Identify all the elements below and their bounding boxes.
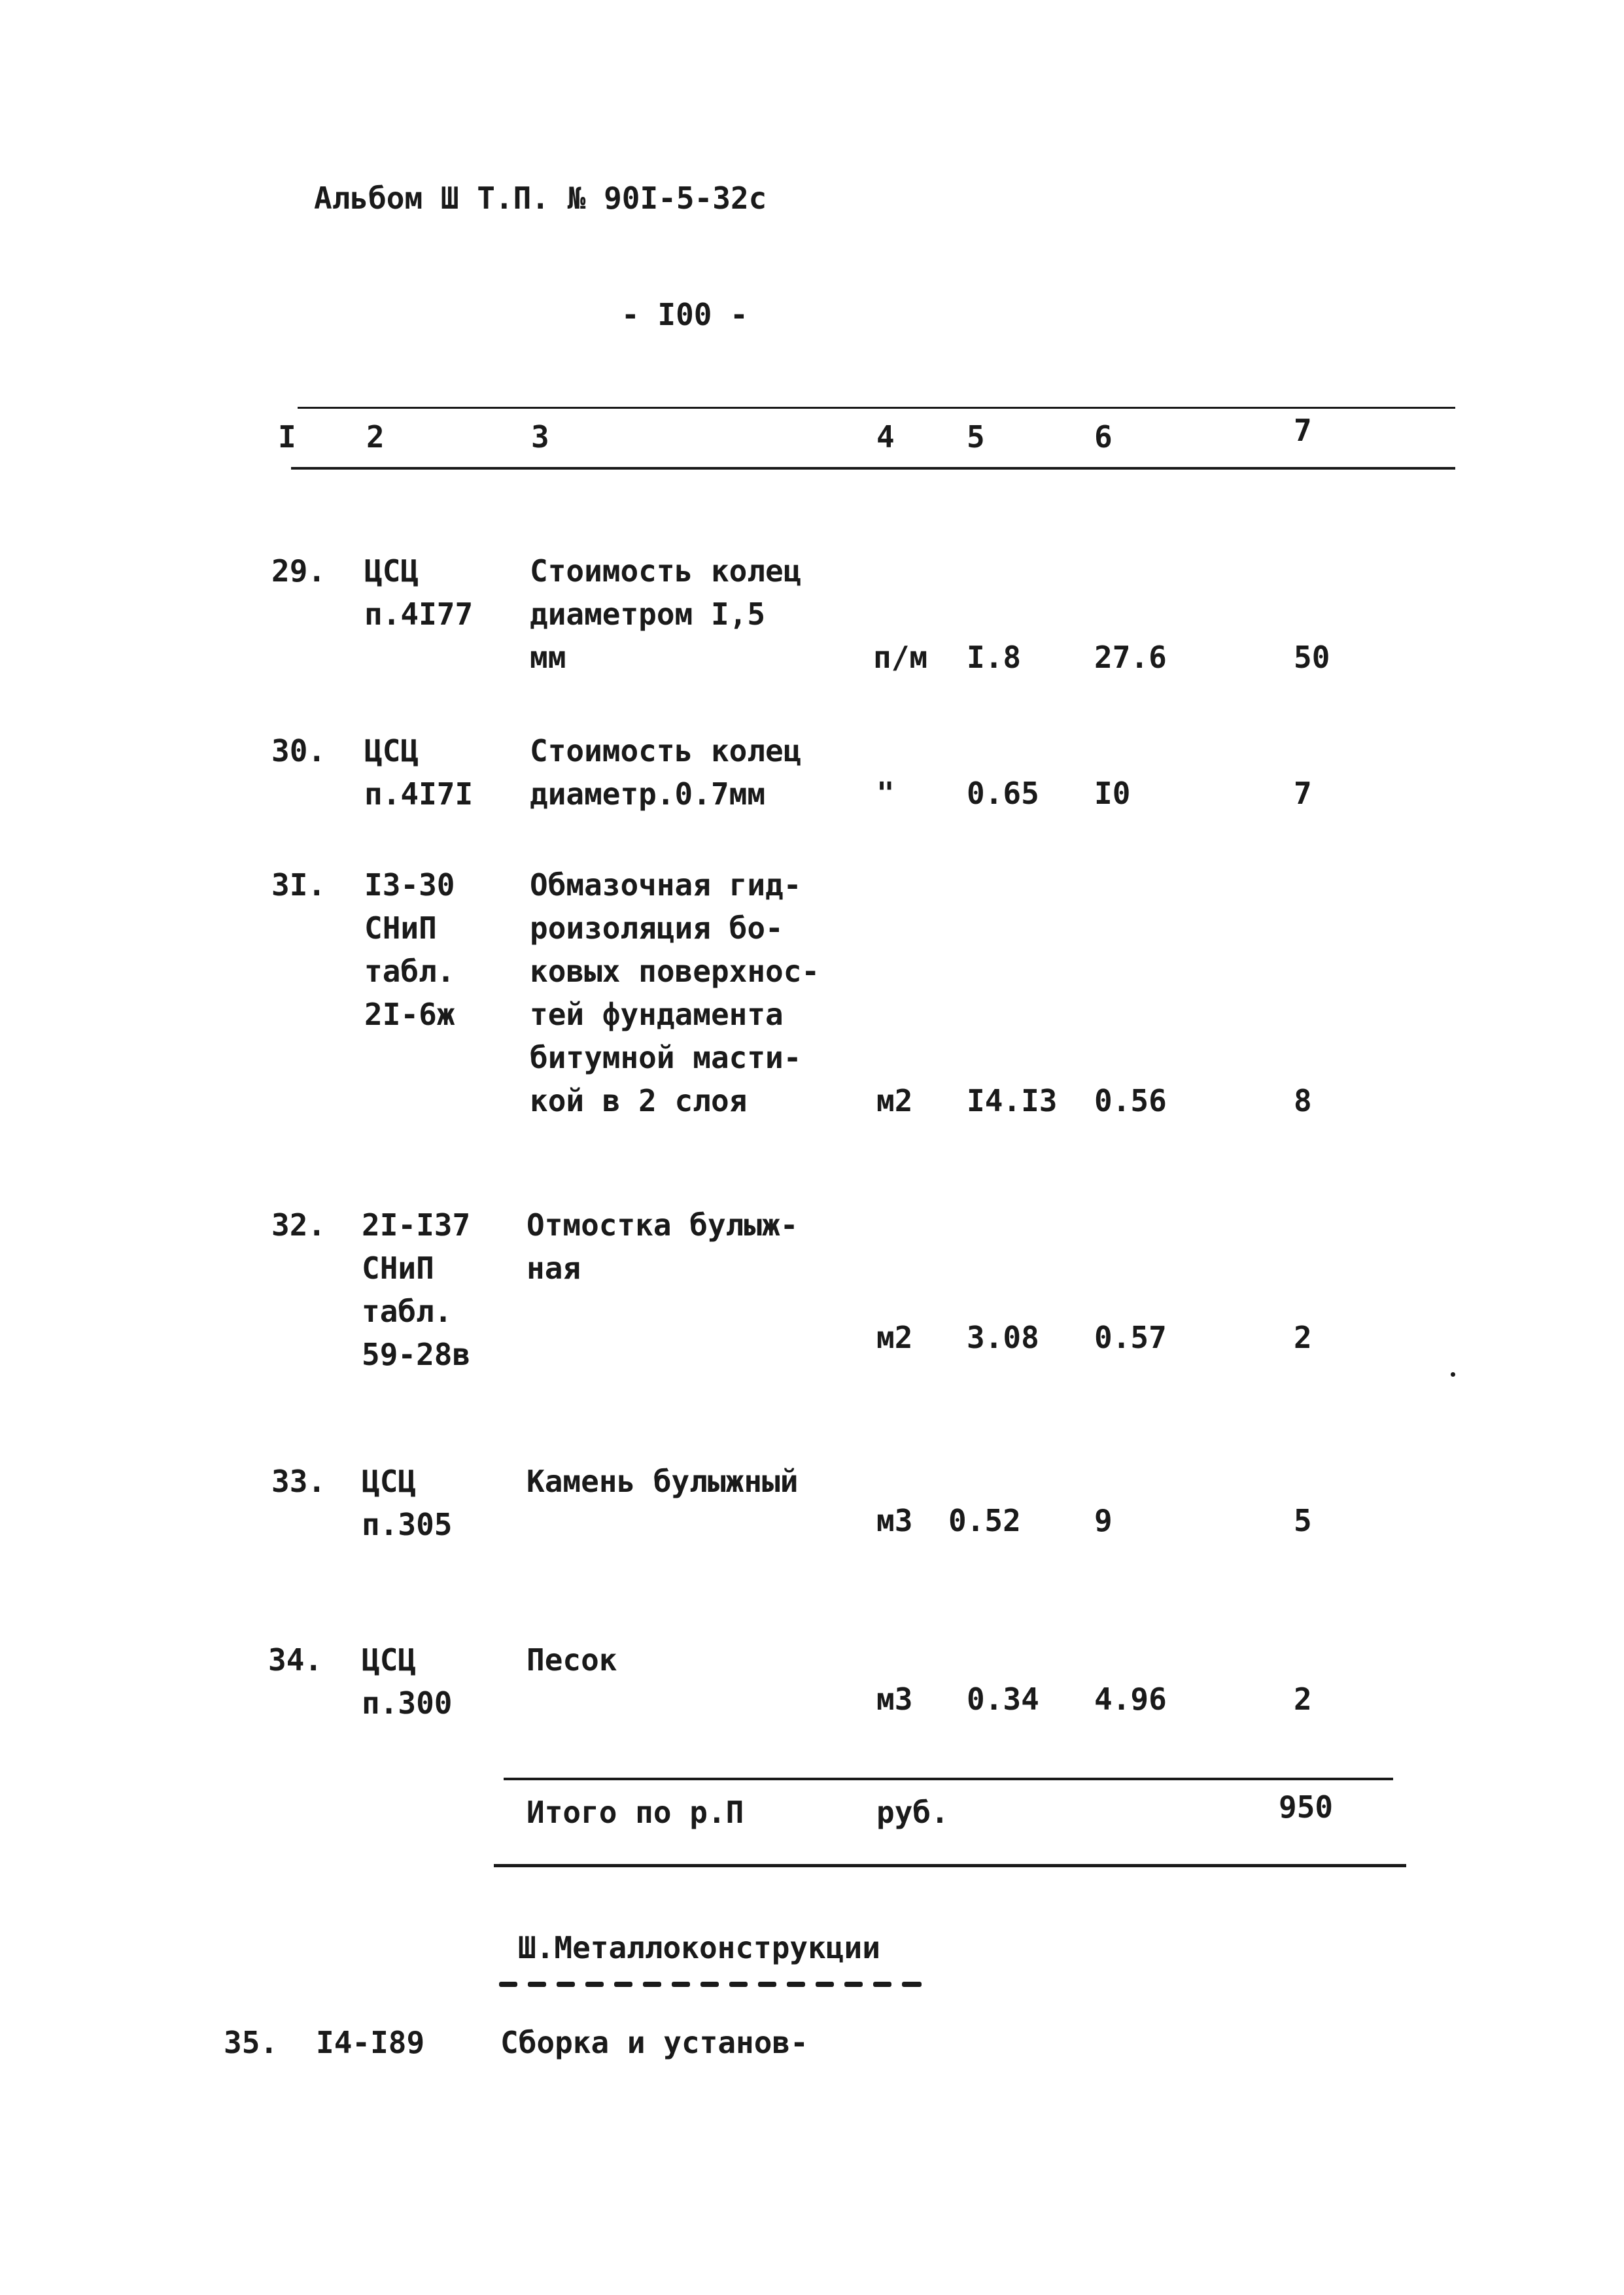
row-33-price: 9 bbox=[1094, 1503, 1113, 1538]
row-32-number: 32. bbox=[271, 1207, 326, 1243]
row-30-qty: 0.65 bbox=[967, 776, 1039, 811]
row-32-code-line: табл. bbox=[362, 1294, 453, 1329]
row-31-total: 8 bbox=[1294, 1083, 1312, 1118]
row-32-code-line: 2I-I37 bbox=[362, 1207, 471, 1243]
row-30-code-line: п.4I7I bbox=[364, 776, 474, 812]
row-30-code-line: ЦСЦ bbox=[364, 733, 419, 768]
row-34-qty: 0.34 bbox=[967, 1682, 1039, 1717]
row-29-code-line: п.4I77 bbox=[364, 596, 474, 632]
row-29-code bbox=[364, 549, 473, 636]
summary-unit: руб. bbox=[876, 1795, 949, 1830]
col-header-6: 6 bbox=[1094, 419, 1113, 455]
row-32-code bbox=[362, 1203, 470, 1376]
row-33-desc-line: Камень булыжный bbox=[527, 1464, 799, 1499]
row-31-code-line: I3-30 bbox=[364, 867, 455, 903]
row-31-desc-line: тей фундамента bbox=[530, 997, 784, 1032]
row-33-code-line: ЦСЦ bbox=[362, 1464, 417, 1499]
row-31-desc-line: ковых поверхнос- bbox=[530, 954, 820, 989]
row-31-unit: м2 bbox=[876, 1083, 913, 1118]
row-29-desc-line: диаметром I,5 bbox=[530, 596, 766, 632]
row-33-code-line: п.305 bbox=[362, 1507, 453, 1542]
summary-top-rule bbox=[504, 1778, 1393, 1780]
row-32-description bbox=[527, 1203, 798, 1290]
col-header-1: I bbox=[278, 419, 296, 455]
row-30-price: I0 bbox=[1094, 776, 1131, 811]
row-31-desc-line: кой в 2 слоя bbox=[530, 1083, 748, 1118]
summary-bottom-rule bbox=[494, 1864, 1406, 1867]
row-31-desc-line: Обмазочная гид- bbox=[530, 867, 802, 903]
row-30-desc-line: диаметр.0.7мм bbox=[530, 776, 766, 812]
col-header-5: 5 bbox=[967, 419, 985, 455]
row-29-total: 50 bbox=[1294, 640, 1330, 675]
col-header-3: 3 bbox=[531, 419, 549, 455]
row-30-unit: " bbox=[876, 776, 895, 811]
row-29-number: 29. bbox=[271, 553, 326, 589]
row-30-number: 30. bbox=[271, 733, 326, 768]
page-number: - I00 - bbox=[621, 297, 748, 332]
row-29-qty: I.8 bbox=[967, 640, 1022, 675]
row-31-number: 3I. bbox=[271, 867, 326, 903]
row-34-description bbox=[527, 1638, 617, 1682]
row-33-unit: м3 bbox=[876, 1503, 913, 1538]
row-29-price: 27.6 bbox=[1094, 640, 1167, 675]
row-34-number: 34. bbox=[268, 1642, 323, 1678]
row-33-code bbox=[362, 1460, 452, 1546]
row-30-code bbox=[364, 729, 473, 816]
row-29-description bbox=[530, 549, 801, 679]
col-header-7: 7 bbox=[1294, 413, 1312, 448]
row-30-desc-line: Стоимость колец bbox=[530, 733, 802, 768]
row-31-code-line: 2I-6ж bbox=[364, 997, 455, 1032]
row-32-total: 2 bbox=[1294, 1320, 1312, 1355]
row-30-total: 7 bbox=[1294, 776, 1312, 811]
col-header-2: 2 bbox=[366, 419, 385, 455]
section-title: Ш.Металлоконструкции bbox=[518, 1930, 880, 1965]
row-29-code-line: ЦСЦ bbox=[364, 553, 419, 589]
row-33-number: 33. bbox=[271, 1464, 326, 1499]
row-33-description bbox=[527, 1460, 798, 1503]
summary-label: Итого по р.П bbox=[527, 1795, 744, 1830]
row-29-unit: п/м bbox=[873, 640, 928, 675]
row-34-price: 4.96 bbox=[1094, 1682, 1167, 1717]
album-reference: Альбом Ш Т.П. № 90I-5-32с bbox=[314, 181, 767, 216]
row-31-desc-line: битумной масти- bbox=[530, 1040, 802, 1075]
row-34-unit: м3 bbox=[876, 1682, 913, 1717]
row-35-description: Сборка и установ- bbox=[500, 2025, 808, 2060]
col-header-4: 4 bbox=[876, 419, 895, 455]
row-32-code-line: 59-28в bbox=[362, 1337, 471, 1372]
row-32-price: 0.57 bbox=[1094, 1320, 1167, 1355]
row-31-description bbox=[530, 863, 820, 1122]
row-31-price: 0.56 bbox=[1094, 1083, 1167, 1118]
row-32-unit: м2 bbox=[876, 1320, 913, 1355]
row-31-code-line: табл. bbox=[364, 954, 455, 989]
row-35-code: I4-I89 bbox=[316, 2025, 425, 2060]
row-34-code bbox=[362, 1638, 452, 1725]
row-34-total: 2 bbox=[1294, 1682, 1312, 1717]
row-31-qty: I4.I3 bbox=[967, 1083, 1058, 1118]
row-29-desc-line: мм bbox=[530, 640, 566, 675]
row-34-desc-line: Песок bbox=[527, 1642, 617, 1678]
row-33-total: 5 bbox=[1294, 1503, 1312, 1538]
row-34-code-line: п.300 bbox=[362, 1685, 453, 1721]
row-31-code bbox=[364, 863, 455, 1036]
table-header-rule bbox=[291, 467, 1455, 470]
row-32-desc-line: Отмостка булыж- bbox=[527, 1207, 799, 1243]
row-29-desc-line: Стоимость колец bbox=[530, 553, 802, 589]
row-32-code-line: СНиП bbox=[362, 1251, 434, 1286]
row-34-code-line: ЦСЦ bbox=[362, 1642, 417, 1678]
row-32-qty: 3.08 bbox=[967, 1320, 1039, 1355]
row-31-desc-line: роизоляция бо- bbox=[530, 910, 784, 946]
table-top-rule bbox=[298, 407, 1455, 409]
summary-total: 950 bbox=[1279, 1789, 1334, 1825]
row-31-code-line: СНиП bbox=[364, 910, 437, 946]
row-30-description bbox=[530, 729, 801, 816]
row-33-qty: 0.52 bbox=[948, 1503, 1021, 1538]
row-35-number: 35. bbox=[224, 2025, 279, 2060]
scan-speck bbox=[1451, 1372, 1455, 1377]
row-32-desc-line: ная bbox=[527, 1251, 581, 1286]
